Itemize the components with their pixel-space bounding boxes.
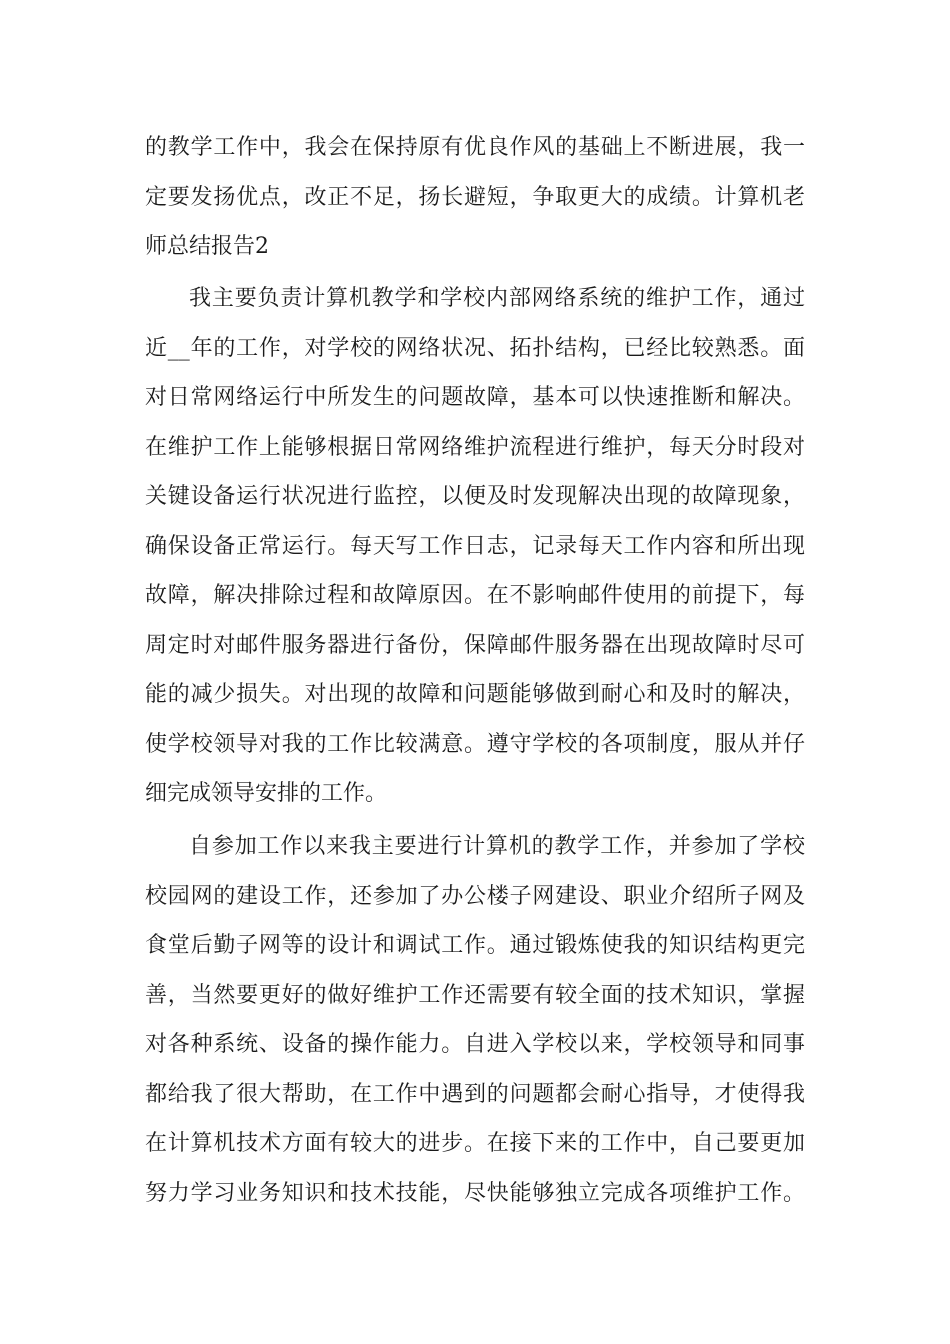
section-heading: 师总结报告2 bbox=[145, 234, 269, 259]
text-line: 故障，解决排除过程和故障原因。在不影响邮件使用的前提下，每 bbox=[145, 583, 805, 608]
text-line: 使学校领导对我的工作比较满意。遵守学校的各项制度，服从并仔 bbox=[145, 731, 805, 757]
text-line: 关键设备运行状况进行监控，以便及时发现解决出现的故障现象， bbox=[145, 484, 805, 509]
text-line: 自参加工作以来我主要进行计算机的教学工作，并参加了学校 bbox=[189, 834, 805, 859]
text-line: 在维护工作上能够根据日常网络维护流程进行维护，每天分时段对 bbox=[145, 434, 805, 460]
text-line: 食堂后勤子网等的设计和调试工作。通过锻炼使我的知识结构更完 bbox=[145, 933, 805, 958]
text-line: 的教学工作中，我会在保持原有优良作风的基础上不断进展，我一 bbox=[145, 135, 805, 160]
text-line: 近__年的工作，对学校的网络状况、拓扑结构，已经比较熟悉。面 bbox=[145, 335, 805, 361]
text-line: 能的减少损失。对出现的故障和问题能够做到耐心和及时的解决， bbox=[145, 682, 805, 707]
intro-paragraph bbox=[145, 123, 805, 272]
text-line: 善，当然要更好的做好维护工作还需要有较全面的技术知识，掌握 bbox=[145, 982, 805, 1008]
text-line: 我主要负责计算机教学和学校内部网络系统的维护工作，通过 bbox=[189, 286, 805, 311]
text-line: 确保设备正常运行。每天写工作日志，记录每天工作内容和所出现 bbox=[145, 533, 805, 559]
text-line: 周定时对邮件服务器进行备份，保障邮件服务器在出现故障时尽可 bbox=[145, 632, 805, 658]
text-line: 细完成领导安排的工作。 bbox=[145, 781, 388, 806]
text-line: 定要发扬优点，改正不足，扬长避短，争取更大的成绩。计算机老 bbox=[145, 184, 805, 210]
text-line: 对日常网络运行中所发生的问题故障，基本可以快速推断和解决。 bbox=[145, 385, 805, 410]
paragraph-teaching-work bbox=[145, 822, 805, 1218]
text-line: 对各种系统、设备的操作能力。自进入学校以来，学校领导和同事 bbox=[145, 1032, 805, 1057]
paragraph-network-maintenance bbox=[145, 274, 805, 819]
text-line: 都给我了很大帮助，在工作中遇到的问题都会耐心指导，才使得我 bbox=[145, 1081, 805, 1107]
text-line: 努力学习业务知识和技术技能，尽快能够独立完成各项维护工作。 bbox=[145, 1180, 805, 1206]
text-line: 在计算机技术方面有较大的进步。在接下来的工作中，自己要更加 bbox=[145, 1131, 805, 1156]
text-line: 校园网的建设工作，还参加了办公楼子网建设、职业介绍所子网及 bbox=[145, 883, 805, 909]
